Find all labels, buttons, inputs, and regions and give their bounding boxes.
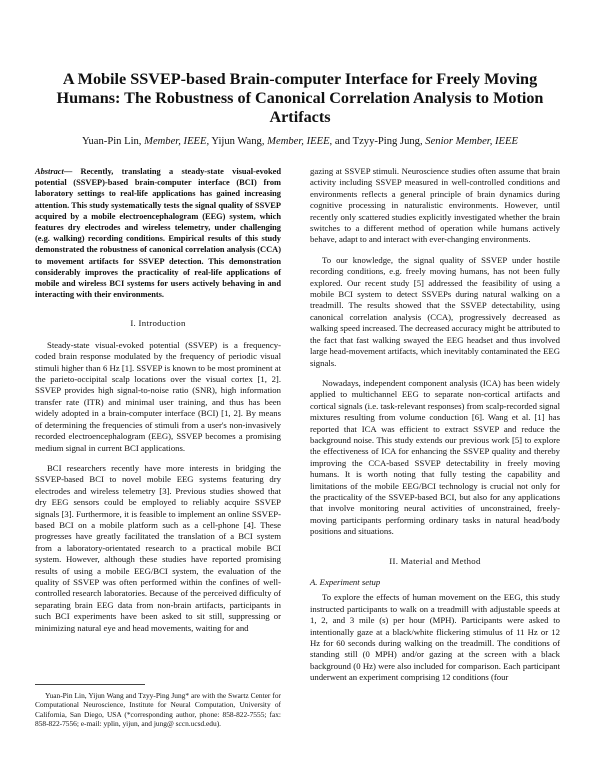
paragraph: To explore the effects of human movement on the EEG, this study instructed participants to walk on a treadmill with adjustable speeds at 1, 2, and 3 mile (s) per hour (MPH). Participants were asked to intentionally gaze at a black/white flickering stimulus of 11 Hz or 12 Hz for 60 seconds during walking on the treadmill. The conditions of standing still (0 MPH) and/or gazing at the screen with a black background (0 Hz) were also included for comparison. Each participant underwent an experiment comprising 12 conditions (four: [310, 592, 560, 683]
paragraph: BCI researchers recently have more interests in bridging the SSVEP-based BCI to novel mobile EEG systems featuring dry electrodes and wireless telemetry [3]. Previous studies showed that dry EEG sensors could be employed to reliably acquire SSVEP signals [3]. Furthermore, it is feasible to implement an online SSVEP-based BCI on a mobile platform such as a cell-phone [4]. These progresses have greatly facilitated the translation of a BCI system from a laboratory-orientated research to a practical mobile BCI system. However, although these studies have reported promising results of using a mobile EEG/BCI system, the evaluation of the quality of SSVEP was often performed within the confines of well-controlled research laboratories. Because of the perceived difficulty of separating brain EEG data from non-brain artifacts, participants in such BCI experiments have been asked to sit still, suppressing or minimizing natural eye and head movements, waiting for and: [35, 462, 281, 633]
author-role: Member, IEEE,: [144, 136, 210, 147]
author-role: Member, IEEE,: [267, 136, 333, 147]
paragraph: Nowadays, independent component analysis (ICA) has been widely applied to multichannel EEG to separate non-cortical artifacts and cortical signals (i.e. task-relevant responses) from scalp-recorded signal mixtures resulting from volume conduction [6]. Wang et al. [1] has reported that ICA was efficient to extract SSVEP and reduce the background noise. This study extends our previous work [5] to explore the effectiveness of ICA for enhancing the SSVEP quality and thereby improving the CCA-based SSVEP detectability in freely moving humans. It is worth noting that fully testing the capability and limitations of the mobile EEG/BCI technology is crucial not only for the practicality of the SSVEP-based BCI, but also for any applications that involve monitoring neural activities of unconstrained, freely-moving participants performing ordinary tasks in natural head/body positions and situations.: [310, 377, 560, 537]
paragraph: To our knowledge, the signal quality of SSVEP under hostile recording conditions, e.g. freely moving humans, has not been fully explored. Our recent study [5] addressed the feasibility of using a mobile BCI system to detect SSVEPs during natural walking on a treadmill. The results showed that the SSVEP detectability, using canonical correlation analysis (CCA), progressively decreased as walking speed increased. The decreased accuracy might be attributed to the fact that fast walking swayed the EEG headset and thus involved large head-movement artifacts, which inevitably contaminated the EEG signals.: [310, 254, 560, 368]
abstract-label: Abstract: [35, 167, 64, 176]
left-column: [35, 166, 281, 643]
footnote-text: Yuan-Pin Lin, Yijun Wang and Tzyy-Ping Jung* are with the Swartz Center for Computational Neuroscience, Institute for Neural Computation, University of California, San Diego, USA (*corresponding author, phone: 858-822-7555; fax: 858-822-7556; e-mail: yplin, yijun, and jung@ sccn.ucsd.edu).: [35, 691, 281, 729]
section-heading: I. Introduction: [130, 318, 186, 329]
footnote-rule: [35, 684, 145, 685]
author-name: and Tzyy-Ping Jung,: [334, 136, 423, 147]
paragraph: gazing at SSVEP stimuli. Neuroscience studies often assume that brain activity including SSVEP measured in well-controlled conditions and environments reflects a general principle of brain dynamics during cognitive processing in naturalistic environments. However, until recently only scattered studies explicitly investigated whether the brain switches to a different method of operation while humans actively behave, adapt to and interact with ever-changing environments.: [310, 166, 560, 245]
paragraph: Steady-state visual-evoked potential (SSVEP) is a frequency-coded brain response modulated by the frequency of periodic visual stimuli higher than 6 Hz [1]. SSVEP is known to be most prominent at the parieto-occipital scalp locations over the visual cortex [1, 2]. SSVEP provides high signal-to-noise ratio (SNR), high information transfer rate (ITR) and minimal user training, and thus has been widely adopted in a brain-computer interface (BCI) [1, 2]. By means of determining the frequencies of stimuli from a user's non-invasively recorded electroencephalogram (EEG), SSVEP becomes a promising medium signal in current BCI applications.: [35, 339, 281, 453]
author-name: Yijun Wang,: [211, 136, 265, 147]
subsection-heading: A. Experiment setup: [310, 577, 381, 587]
author-name: Yuan-Pin Lin,: [82, 136, 142, 147]
footnote: [35, 684, 281, 729]
section-heading: II. Material and Method: [389, 555, 481, 566]
right-column: [310, 166, 560, 693]
author-line: [30, 136, 570, 147]
abstract: [35, 166, 281, 300]
paper-title: A Mobile SSVEP-based Brain-computer Interface for Freely Moving Humans: The Robustness of Canonical Correlation Analysis to Motion Artifacts: [56, 70, 544, 126]
abstract-text: — Recently, translating a steady-state visual-evoked potential (SSVEP)-based brain-computer interface (BCI) from laboratory settings to real-life applications has gained increasing attention. This study systematically tests the signal quality of SSVEP acquired by a mobile electroencephalogram (EEG) system, which features dry electrodes and wireless telemetry, under challenging (e.g. walking) recording conditions. Empirical results of this study demonstrated the robustness of canonical correlation analysis (CCA) to movement artifacts for SSVEP detection. This demonstration considerably improves the practicality of real-life applications of mobile and wireless BCI systems for users actively behaving in and interacting with their environments.: [35, 167, 281, 300]
author-role: Senior Member, IEEE: [425, 136, 518, 147]
